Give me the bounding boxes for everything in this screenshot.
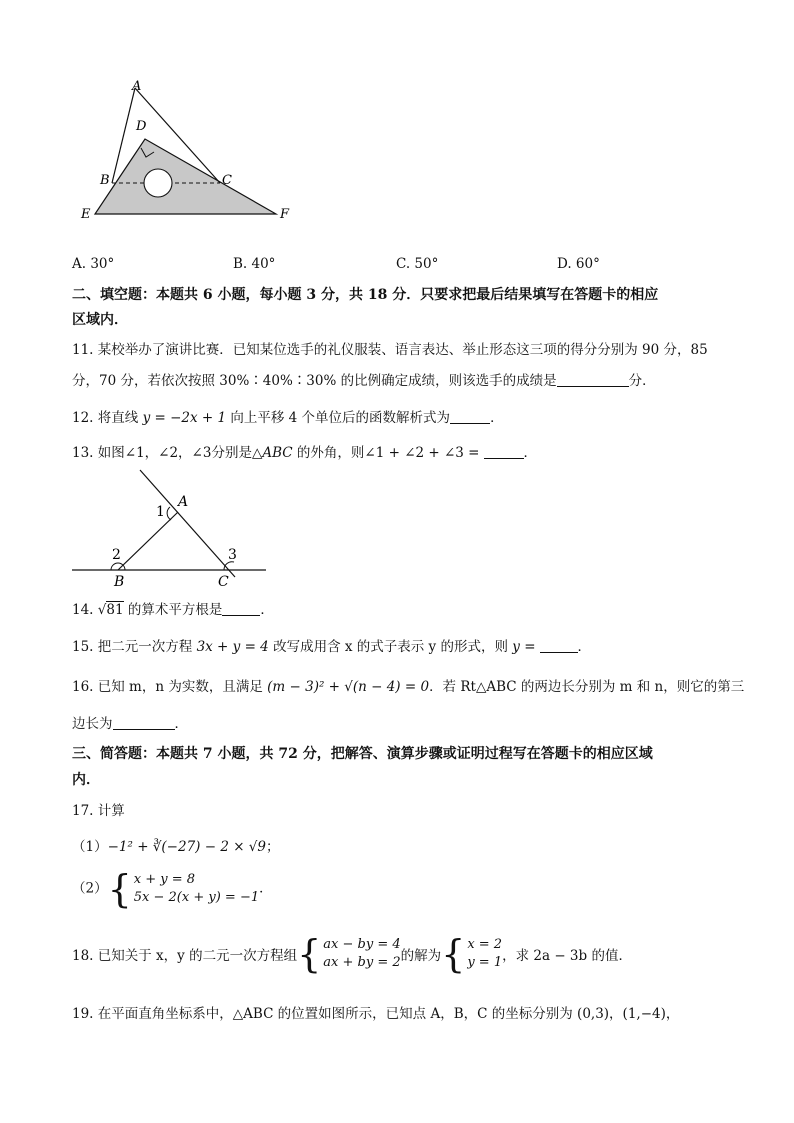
solution-system-q18: { x = 2 y = 1 — [441, 932, 503, 976]
q16-line1: 16. 已知 m，n 为实数，且满足 (m − 3)² + √(n − 4) = 0．若 Rt△ABC 的两边长分别为 m 和 n，则它的第三 — [72, 679, 745, 695]
answer-blank-q13[interactable] — [484, 444, 524, 459]
section2-heading-line1: 二、填空题：本题共 6 小题，每小题 3 分，共 18 分．只要求把最后结果填写在答题卡的相应 — [72, 287, 659, 303]
angle-2-label: 2 — [112, 547, 121, 563]
equation-system-q17: { x + y = 8 5x − 2(x + y) = −1 — [107, 867, 260, 911]
answer-blank-q14[interactable] — [222, 601, 260, 616]
label-b2: B — [114, 574, 125, 590]
q11-line1: 11. 某校举办了演讲比赛．已知某位选手的礼仪服装、语言表达、举止形态这三项的得分分别为 90 分，85 — [72, 342, 708, 358]
answer-blank-q12[interactable] — [450, 409, 490, 424]
q17-title: 17. 计算 — [72, 803, 125, 819]
q17-part2: （2） { x + y = 8 5x − 2(x + y) = −1 ． — [72, 867, 273, 911]
angle-1-label: 1 — [156, 504, 165, 520]
option-b[interactable]: B. 40° — [233, 256, 276, 272]
shaded-triangle-def — [95, 139, 276, 214]
answer-blank-q16[interactable] — [113, 715, 175, 730]
q16-line2: 边长为 ． — [72, 716, 188, 732]
option-d[interactable]: D. 60° — [557, 256, 600, 272]
figure-triangles — [72, 75, 302, 230]
figure-exterior-angles — [70, 466, 270, 591]
label-d: D — [136, 119, 147, 134]
answer-blank-q11[interactable] — [557, 372, 629, 387]
q11-line2: 分，70 分，若依次按照 30%∶40%∶30% 的比例确定成绩，则该选手的成绩是 分． — [72, 373, 656, 389]
label-b: B — [100, 173, 110, 188]
label-f: F — [280, 207, 290, 222]
label-a: A — [132, 79, 142, 94]
q15: 15. 把二元一次方程 3x + y = 4 改写成用含 x 的式子表示 y 的形式，则 y = ． — [72, 639, 592, 655]
equation-system-q18: { ax − by = 4 ax + by = 2 — [297, 932, 401, 976]
q12: 12. 将直线 y = −2x + 1 向上平移 4 个单位后的函数解析式为 ． — [72, 410, 504, 426]
label-c: C — [222, 173, 232, 188]
option-a[interactable]: A. 30° — [72, 256, 115, 272]
q17-part1: （1）−1² + ∛(−27) − 2 × √9； — [72, 839, 280, 855]
sqrt-81: √81 — [97, 602, 124, 618]
angle-3-label: 3 — [228, 547, 237, 563]
option-c[interactable]: C. 50° — [396, 256, 439, 272]
label-c2: C — [218, 574, 229, 590]
section3-heading-line1: 三、简答题：本题共 7 小题，共 72 分，把解答、演算步骤或证明过程写在答题卡的相应区域 — [72, 746, 653, 762]
circle-hole — [144, 169, 172, 197]
answer-blank-q15[interactable] — [540, 638, 578, 653]
label-e: E — [81, 207, 91, 222]
q14: 14. √81 的算术平方根是 ． — [72, 602, 274, 618]
q19: 19. 在平面直角坐标系中，△ABC 的位置如图所示，已知点 A，B，C 的坐标分别为 (0,3)，(1,−4)， — [72, 1006, 680, 1022]
q12-line-equation: y = −2x + 1 — [142, 410, 227, 426]
section3-heading-line2: 内． — [72, 772, 100, 788]
section2-heading-line2: 区域内． — [72, 312, 128, 328]
q13: 13. 如图∠1，∠2，∠3分别是△ABC 的外角，则∠1 + ∠2 + ∠3 = ． — [72, 445, 537, 461]
q18: 18. 已知关于 x，y 的二元一次方程组 { ax − by = 4 ax + by = 2 的解为 { x = 2 y = 1 ，求 2a − 3b 的值． — [72, 932, 632, 976]
label-a2: A — [178, 494, 189, 510]
